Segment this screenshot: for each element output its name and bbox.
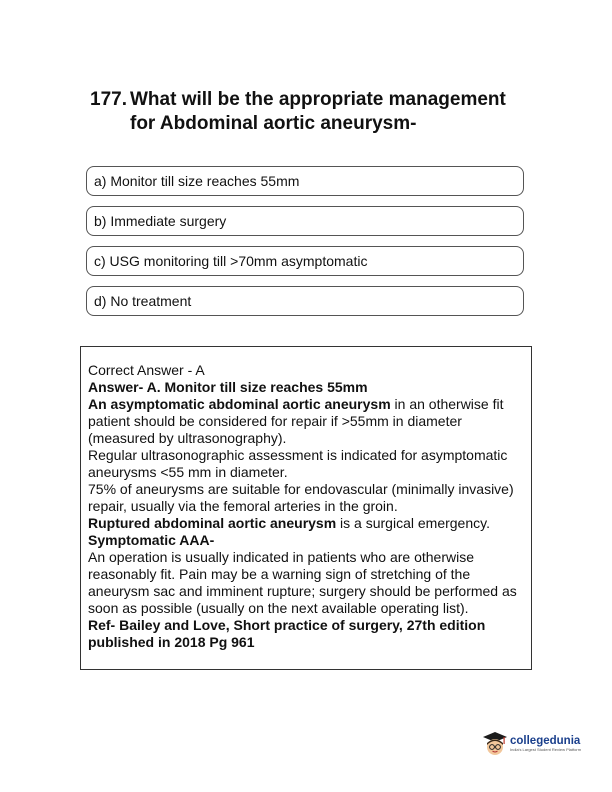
logo-tagline: India's Largest Student Review Platform bbox=[510, 747, 582, 752]
graduate-avatar-icon bbox=[482, 731, 508, 757]
logo-name: collegedunia bbox=[510, 735, 581, 747]
explanation-bold-term: An asymptomatic abdominal aortic aneurysm bbox=[88, 396, 391, 412]
explanation-bold-term: Ruptured abdominal aortic aneurysm bbox=[88, 515, 337, 531]
option-d[interactable]: d) No treatment bbox=[86, 286, 524, 316]
explanation-paragraph-5: An operation is usually indicated in patients who are otherwise reasonably fit. Pain may be a warning sign of stretching of the aneurysm sac and imminent rupture; surgery should be performed as soon as possible (usually on the next available operating list). bbox=[88, 549, 517, 616]
question-text: What will be the appropriate management for Abdominal aortic aneurysm- bbox=[130, 89, 506, 134]
explanation-text: in an otherwise fit patient should be considered for repair if >55mm in diameter (measured by ultrasonography). bbox=[88, 396, 504, 446]
reference: Ref- Bailey and Love, Short practice of surgery, 27th edition published in 2018 Pg 961 bbox=[88, 617, 486, 650]
answer-heading: Answer- A. Monitor till size reaches 55mm bbox=[88, 379, 368, 395]
explanation-paragraph-3: 75% of aneurysms are suitable for endovascular (minimally invasive) repair, usually via the femoral arteries in the groin. bbox=[88, 481, 514, 514]
option-c[interactable]: c) USG monitoring till >70mm asymptomatic bbox=[86, 246, 524, 276]
correct-answer-label: Correct Answer - A bbox=[88, 362, 205, 378]
answer-explanation-box bbox=[80, 346, 532, 670]
question-number: 177. bbox=[90, 89, 127, 110]
question bbox=[90, 88, 530, 136]
explanation-paragraph-2: Regular ultrasonographic assessment is indicated for asymptomatic aneurysms <55 mm in diameter. bbox=[88, 447, 508, 480]
explanation-paragraph-1 bbox=[88, 396, 525, 447]
collegedunia-logo bbox=[482, 728, 590, 760]
explanation-text: is a surgical emergency. bbox=[336, 515, 490, 531]
symptomatic-subheading: Symptomatic AAA- bbox=[88, 532, 215, 548]
option-b[interactable]: b) Immediate surgery bbox=[86, 206, 524, 236]
option-a[interactable]: a) Monitor till size reaches 55mm bbox=[86, 166, 524, 196]
explanation-paragraph-4 bbox=[88, 515, 525, 532]
